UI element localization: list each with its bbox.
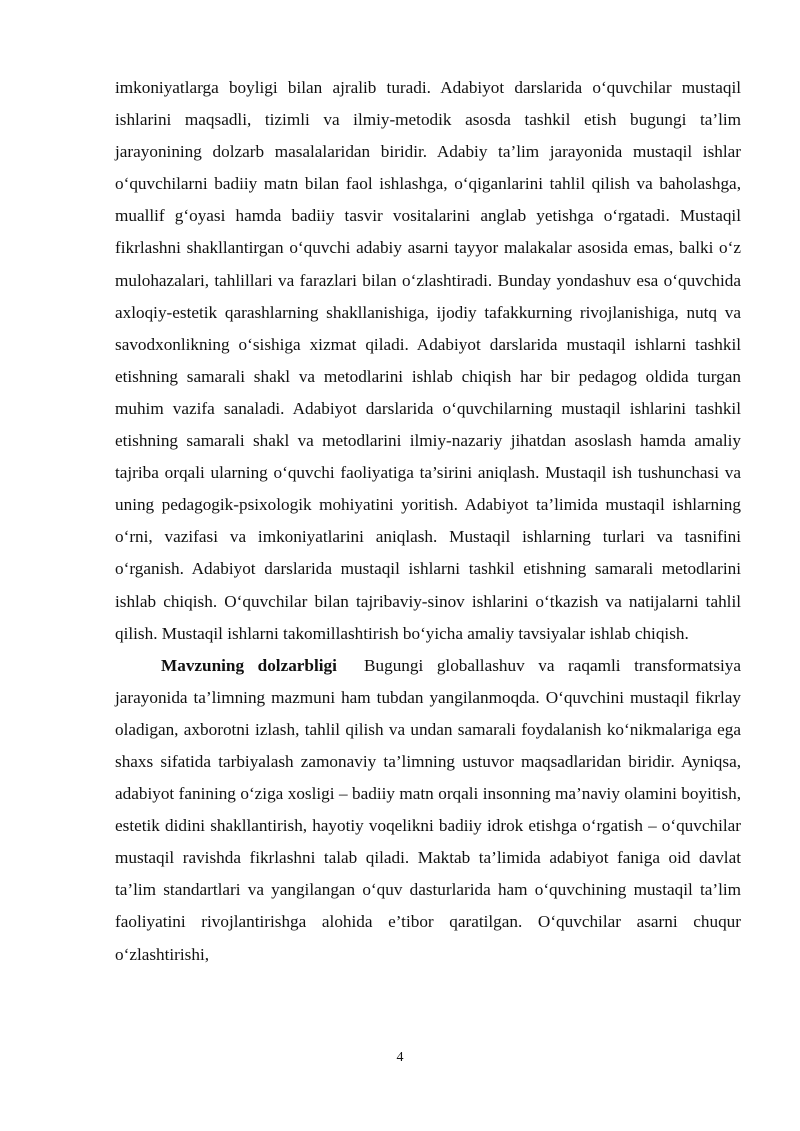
paragraph-relevance-text: Bugungi globallashuv va raqamli transformatsiya jarayonida ta’limning mazmuni ham tubdan yangilanmoqda. O‘quvchini mustaqil fikrlay oladigan, axborotni izlash, tahlil qilish va undan samarali foydalanish ko‘nikmalariga ega shaxs sifatida tarbiyalash zamonaviy ta’limning ustuvor maqsadlaridan biridir. Ayniqsa, adabiyot fanining o‘ziga xosligi – badiiy matn orqali insonning ma’naviy olamini boyitish, estetik didini shakllantirish, hayotiy voqelikni badiiy idrok etishga o‘rgatish – o‘quvchilar mustaqil ravishda fikrlashni talab qiladi. Maktab ta’limida adabiyot faniga oid davlat ta’lim standartlari va yangilangan o‘quv dasturlarida ham o‘quvchining mustaqil ta’lim faoliyatini rivojlantirishga alohida e’tibor qaratilgan. O‘quvchilar asarni chuqur o‘zlashtirishi, — [115, 655, 746, 964]
paragraph-intro-text: imkoniyatlarga boyligi bilan ajralib turadi. Adabiyot darslarida o‘quvchilar mustaqil ishlarini maqsadli, tizimli va ilmiy-metodik asosda tashkil etish bugungi ta’lim jarayonining dolzarb masalalaridan biridir. Adabiy ta’lim jarayonida mustaqil ishlar o‘quvchilarni badiiy matn bilan faol ishlashga, o‘qiganlarini tahlil qilish va baholashga, muallif g‘oyasi hamda badiiy tasvir vositalarini anglab yetishga o‘rgatadi. Mustaqil fikrlashni shakllantirgan o‘quvchi adabiy asarni tayyor malakalar asosida emas, balki o‘z mulohazalari, tahlillari va farazlari bilan o‘zlashtiradi. Bunday yondashuv esa o‘quvchida axloqiy-estetik qarashlarning shakllanishiga, ijodiy tafakkurning rivojlanishiga, nutq va savodxonlikning o‘sishiga xizmat qiladi. Adabiyot darslarida mustaqil ishlarni tashkil etishning samarali shakl va metodlarini ishlab chiqish har bir pedagog oldida turgan muhim vazifa sanaladi. Adabiyot darslarida o‘quvchilarning mustaqil ishlarini tashkil etishning samarali shakl va metodlarini ilmiy-nazariy jihatdan asoslash hamda amaliy tajriba orqali ularning o‘quvchi faoliyatiga ta’sirini aniqlash. Mustaqil ish tushunchasi va uning pedagogik-psixologik mohiyatini yoritish. Adabiyot ta’limida mustaqil ishlarning o‘rni, vazifasi va imkoniyatlarini aniqlash. Mustaqil ishlarning turlari va tasnifini o‘rganish. Adabiyot darslarida mustaqil ishlarni tashkil etishning samarali metodlarini ishlab chiqish. O‘quvchilar bilan tajribaviy-sinov ishlarini o‘tkazish va natijalarni tahlil qilish. Mustaqil ishlarni takomillashtirish bo‘yicha amaliy tavsiyalar ishlab chiqish. — [115, 78, 741, 643]
body-text — [115, 72, 746, 971]
paragraph-relevance — [115, 650, 746, 971]
section-heading-relevance: Mavzuning dolzarbligi — [161, 655, 337, 675]
page-number: 4 — [396, 1050, 404, 1065]
paragraph-intro — [115, 72, 741, 650]
